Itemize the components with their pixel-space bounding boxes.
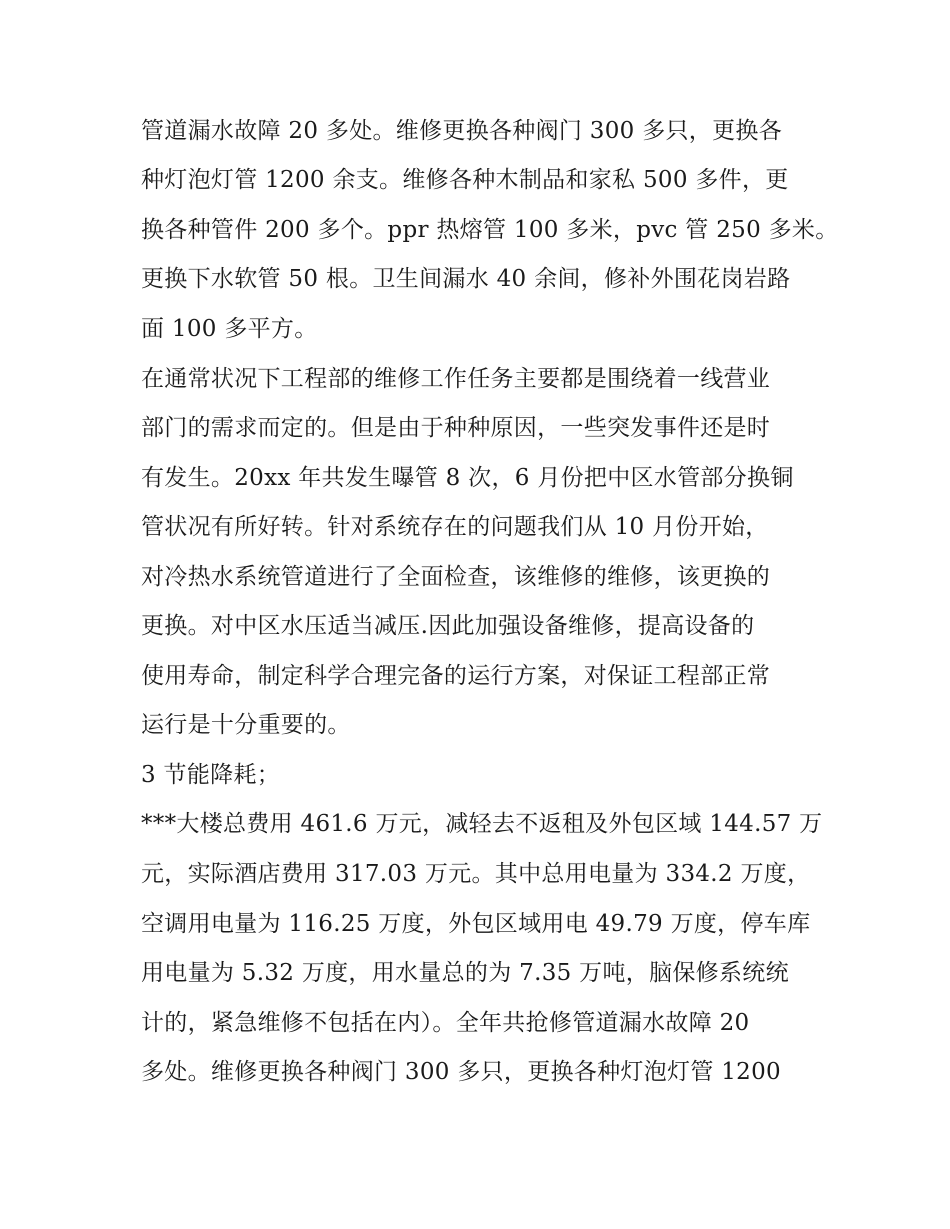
- text-line: 计的，紧急维修不包括在内）。全年共抢修管道漏水故障 20: [141, 1010, 750, 1036]
- text-line: 种灯泡灯管 1200 余支。维修各种木制品和家私 500 多件，更: [141, 167, 789, 193]
- text-line: 有发生。20xx 年共发生曝管 8 次，6 月份把中区水管部分换铜: [141, 465, 794, 491]
- text-line: 管状况有所好转。针对系统存在的问题我们从 10 月份开始，: [141, 514, 769, 540]
- text-line: 多处。维修更换各种阀门 300 多只，更换各种灯泡灯管 1200: [141, 1059, 781, 1085]
- section-heading: 3 节能降耗；: [141, 762, 281, 788]
- text-line: 用电量为 5.32 万度，用水量总的为 7.35 万吨，脑保修系统统: [141, 960, 789, 986]
- text-line: 在通常状况下工程部的维修工作任务主要都是围绕着一线营业: [141, 366, 771, 392]
- text-line: 管道漏水故障 20 多处。维修更换各种阀门 300 多只，更换各: [141, 118, 783, 144]
- text-line: 换各种管件 200 多个。ppr 热熔管 100 多米，pvc 管 250 多米。: [141, 217, 839, 243]
- text-line: 元，实际酒店费用 317.03 万元。其中总用电量为 334.2 万度，: [141, 861, 811, 887]
- text-line: 使用寿命，制定科学合理完备的运行方案，对保证工程部正常: [141, 663, 771, 689]
- text-line: 更换。对中区水压适当减压.因此加强设备维修，提高设备的: [141, 613, 755, 639]
- text-line: 对冷热水系统管道进行了全面检查，该维修的维修，该更换的: [141, 564, 771, 590]
- text-line: 面 100 多平方。: [141, 316, 318, 342]
- text-line: 运行是十分重要的。: [141, 712, 351, 738]
- text-line: 更换下水软管 50 根。卫生间漏水 40 余间，修补外围花岗岩路: [141, 266, 791, 292]
- text-line: 部门的需求而定的。但是由于种种原因，一些突发事件还是时: [141, 415, 771, 441]
- text-line: ***大楼总费用 461.6 万元，减轻去不返租及外包区域 144.57 万: [141, 811, 823, 837]
- text-line: 空调用电量为 116.25 万度，外包区域用电 49.79 万度，停车库: [141, 911, 811, 937]
